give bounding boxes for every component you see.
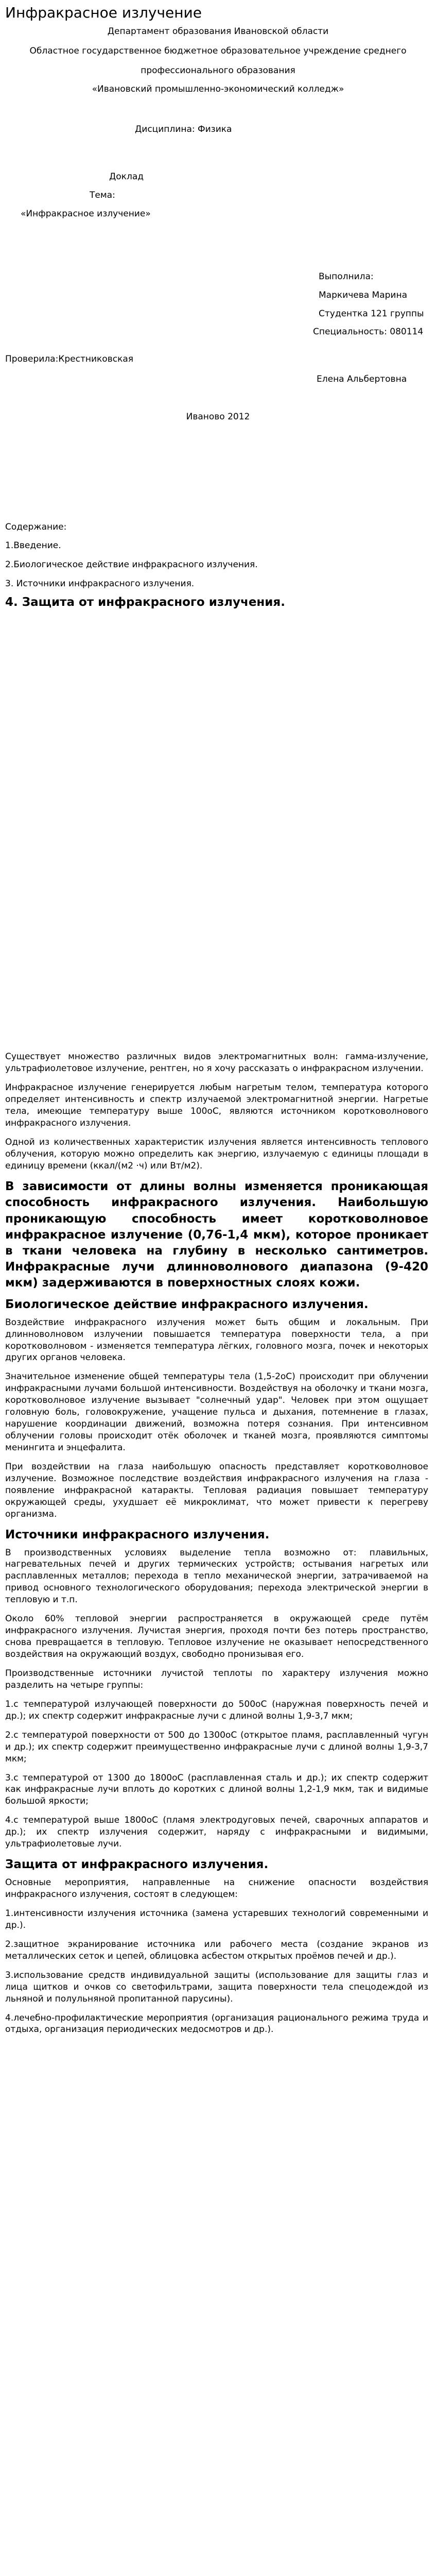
body-text bbox=[5, 1051, 428, 2043]
reviewer-name: Елена Альбертовна bbox=[317, 374, 407, 384]
contents-item-1: 1.Введение. bbox=[5, 540, 61, 551]
intro-paragraph-2: Инфракрасное излучение генерируется любым нагретым телом, температура которого определяет интенсивность и спектр излучаемой электромагнитной энергии. Нагретые тела, имеющие температуру выше 100оС, являются источником коротковолнового инфракрасного излучения. bbox=[5, 1082, 428, 1128]
bio-paragraph-1: Воздействие инфракрасного излучения может быть общим и локальным. При длинноволновом излучении повышается температура поверхности тела, а при коротковолновом - изменяется температура лёгких, головного мозга, почек и некоторых других органов человека. bbox=[5, 1317, 428, 1363]
report-topic-label: Тема: bbox=[90, 190, 115, 200]
contents-item-4: 4. Защита от инфракрасного излучения. bbox=[5, 596, 285, 609]
bio-heading: Биологическое действие инфракрасного излучения. bbox=[5, 1297, 369, 1311]
contents-item-2: 2.Биологическое действие инфракрасного излучения. bbox=[5, 560, 258, 570]
header-education-level: профессионального образования bbox=[141, 65, 295, 76]
sources-paragraph-2: Около 60% тепловой энергии распространяется в окружающей среде путём инфракрасного излучения. Лучистая энергия, проходя почти без потерь пространство, снова превращается в тепловую. Тепловое излучение не оказывает непосредственного воздействия на окружающий воздух, свободно пронизывая его. bbox=[5, 1614, 428, 1660]
bio-paragraph-2: Значительное изменение общей температуры тела (1,5-2оС) происходит при облучении инфракрасными лучами большой интенсивности. Воздействуя на оболочку и ткани мозга, коротковолновое излучение вызывает "солнечный удар". Человек при этом ощущает головную боль, головокружение, учащение пульса и дыхания, потемнение в глазах, нарушение координации движений, возможна потеря сознания. При интенсивном облучении головы происходит отёк оболочек и тканей мозга, проявляются симптомы менингита и энцефалита. bbox=[5, 1371, 428, 1453]
sources-group-4: 4.с температурой выше 1800оС (пламя электродуговых печей, сварочных аппаратов и др.); их спектр излучения содержит, наряду с инфракрасными и видимыми, ультрафиолетовые лучи. bbox=[5, 1815, 428, 1850]
reviewer-checked-by: Проверила:Крестниковская bbox=[5, 354, 133, 364]
protection-paragraph-1: Основные мероприятия, направленные на снижение опасности воздействия инфракрасного излучения, состоят в следующем: bbox=[5, 1877, 428, 1900]
author-done-by: Выполнила: bbox=[319, 272, 374, 282]
city-year: Иваново 2012 bbox=[186, 412, 250, 422]
report-topic: «Инфракрасное излучение» bbox=[21, 209, 151, 219]
sources-group-3: 3.с температурой от 1300 до 1800оС (расплавленная сталь и др.); их спектр содержит как инфракрасные лучи вплоть до коротких с длиной волны 1,2-1,9 мкм, так и видимые большой яркости; bbox=[5, 1772, 428, 1807]
intro-paragraph-3: Одной из количественных характеристик излучения является интенсивность теплового облучения, которую можно определить как энергию, излучаемую с единицы площади в единицу времени (ккал/(м2 ·ч) или Вт/м2). bbox=[5, 1137, 428, 1171]
author-group: Студентка 121 группы bbox=[319, 309, 424, 319]
sources-group-2: 2.с температурой поверхности от 500 до 1300оС (открытое пламя, расплавленный чугун и др.); их спектр содержит преимущественно инфракрасные лучи с длиной волны 1,9-3,7 мкм; bbox=[5, 1730, 428, 1764]
bio-paragraph-3: При воздействии на глаза наибольшую опасность представляет коротковолновое излучение. Возможное последствие воздействия инфракрасного излучения на глаза - появление инфракрасной катаракты. Тепловая радиация повышает температуру окружающей среды, ухудшает её микроклимат, что может привести к перегреву организма. bbox=[5, 1461, 428, 1519]
protection-measure-1: 1.интенсивности излучения источника (замена устаревших технологий современными и др.). bbox=[5, 1908, 428, 1930]
author-specialty: Специальность: 080114 bbox=[313, 327, 424, 337]
contents-item-3: 3. Источники инфракрасного излучения. bbox=[5, 579, 195, 589]
report-label: Доклад bbox=[109, 172, 144, 182]
contents-heading: Содержание: bbox=[5, 522, 67, 532]
sources-paragraph-1: В производственных условиях выделение тепла возможно от: плавильных, нагревательных печей и других термических устройств; остывания нагретых или расплавленных металлов; перехода в тепло механической энергии, затрачиваемой на привод основного технологического оборудования; перехода электрической энергии в тепловую и т.п. bbox=[5, 1547, 428, 1605]
discipline: Дисциплина: Физика bbox=[135, 124, 232, 134]
intro-paragraph-1: Существует множество различных видов электромагнитных волн: гамма-излучение, ультрафиолетовое излучение, рентген, но я хочу рассказать о инфракрасном излучении. bbox=[5, 1052, 428, 1074]
header-department: Департамент образования Ивановской области bbox=[107, 26, 329, 37]
sources-group-1: 1.с температурой излучающей поверхности до 500оС (наружная поверхность печей и др.); их спектр содержит инфракрасные лучи с длиной волны 1,9-3,7 мкм; bbox=[5, 1699, 428, 1721]
intro-bold-paragraph: В зависимости от длины волны изменяется проникающая способность инфракрасного излучения. Наибольшую проникающую способность имеет коротковолновое инфракрасное излучение (0,76-1,4 мкм), которое проникает в ткани человека на глубину в несколько сантиметров. Инфракрасные лучи длинноволнового диапазона (9-420 мкм) задерживаются в поверхностных слоях кожи. bbox=[5, 1180, 428, 1290]
protection-measure-4: 4.лечебно-профилактические мероприятия (организация рационального режима труда и отдыха, организация периодических медосмотров и др.). bbox=[5, 2012, 428, 2035]
header-institution: Областное государственное бюджетное образовательное учреждение среднего bbox=[29, 46, 407, 56]
sources-paragraph-3: Производственные источники лучистой теплоты по характеру излучения можно разделить на четыре группы: bbox=[5, 1668, 428, 1690]
sources-heading: Источники инфракрасного излучения. bbox=[5, 1528, 270, 1541]
header-college: «Ивановский промышленно-экономический колледж» bbox=[92, 84, 344, 94]
document-title: Инфракрасное излучение bbox=[5, 4, 202, 21]
protection-measure-2: 2.защитное экранирование источника или рабочего места (создание экранов из металлических сеток и цепей, облицовка асбестом открытых проёмов печей и др.). bbox=[5, 1939, 428, 1961]
protection-heading: Защита от инфракрасного излучения. bbox=[5, 1858, 269, 1872]
protection-measure-3: 3.использование средств индивидуальной защиты (использование для защиты глаз и лица щитков и очков со светофильтрами, защита поверхности тела спецодеждой из льняной и полульняной пропитанной парусины). bbox=[5, 1970, 428, 2004]
author-name: Маркичева Марина bbox=[319, 290, 407, 300]
